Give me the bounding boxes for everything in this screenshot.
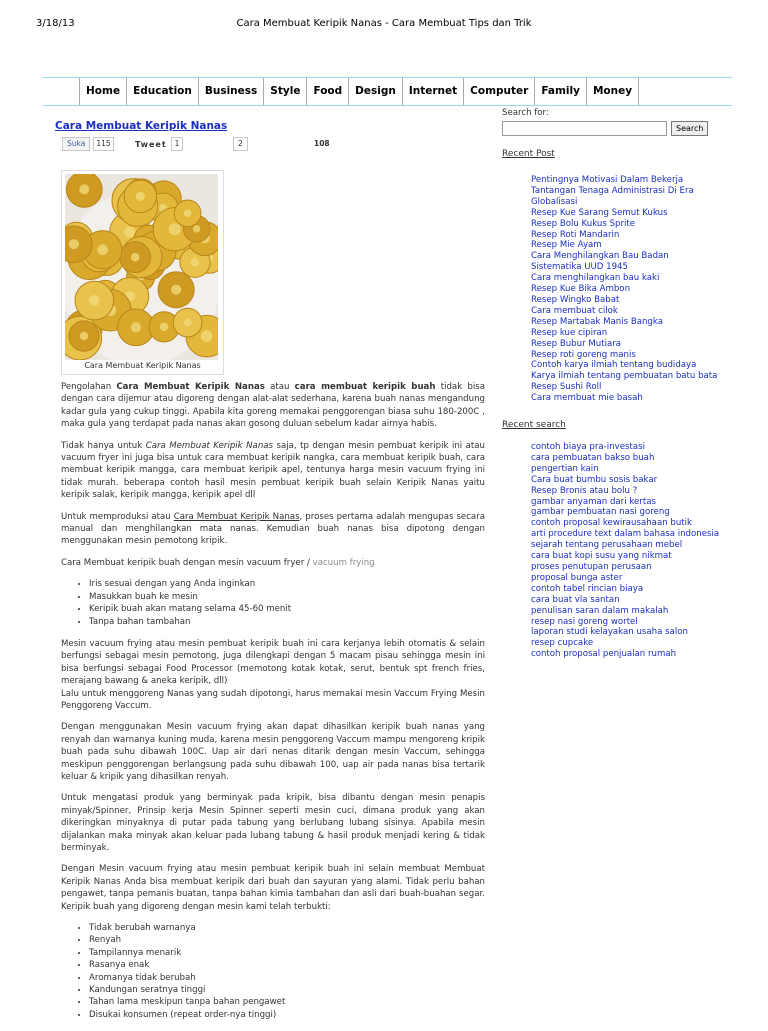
plusone-widget[interactable]: [233, 137, 248, 151]
list-item: • Masukkan buah ke mesin: [89, 591, 485, 603]
recent-search-link[interactable]: sejarah tentang perusahaan mebel: [531, 540, 683, 551]
recent-search-link[interactable]: arti procedure text dalam bahasa indonesia: [531, 529, 720, 540]
main-nav: [79, 78, 639, 105]
share-count: 108: [314, 139, 330, 148]
recent-post-link[interactable]: Resep Bolu Kukus Sprite: [531, 218, 636, 229]
recent-search-heading: Recent search: [502, 420, 566, 431]
nav-internet[interactable]: Internet: [403, 78, 464, 105]
paragraph-7: Untuk mengatasi produk yang berminyak pada kripik, bisa dibantu dengan mesin penapis minyak/Spinner, Prinsip kerja Mesin Spinner seperti mesin cuci, dimana produk yang akan dikeringkan minyaknya di putar pada tabung yang berlubang lubang sisinya. Apabila mesin dijalankan maka minyak akan keluar pada lubang tabung & hasil produk menjadi kering & tidak berminyak.: [61, 793, 485, 853]
article-figure: [61, 170, 224, 375]
pineapple-chip-core: [131, 322, 141, 332]
recent-post-heading: Recent Post: [502, 149, 555, 159]
nav-money[interactable]: Money: [587, 78, 639, 105]
text: Untuk memproduksi atau: [61, 511, 174, 522]
list-item: • Kandungan seratnya tinggi: [89, 984, 485, 996]
text: Tidak hanya untuk: [61, 440, 146, 451]
list-item: • Rasanya enak: [89, 959, 485, 971]
nav-home[interactable]: Home: [80, 78, 127, 105]
pineapple-chip-core: [69, 239, 79, 249]
recent-search-link[interactable]: proposal bunga aster: [531, 572, 623, 583]
pineapple-chip-core: [184, 210, 191, 217]
recent-search-link[interactable]: Resep Bronis atau bolu ?: [531, 485, 638, 496]
recent-post-link[interactable]: Cara menghilangkan bau kaki: [531, 273, 660, 284]
recent-search-link[interactable]: pengertian kain: [531, 463, 599, 474]
bold-keyword: cara membuat keripik buah: [294, 382, 436, 392]
sidebar: [502, 108, 732, 660]
list-item: • Tidak berubah warnanya: [89, 922, 485, 934]
recent-search-link[interactable]: laporan studi kelayakan usaha salon: [531, 627, 688, 638]
recent-post-link[interactable]: Resep roti goreng manis: [531, 349, 636, 360]
pineapple-chip-core: [171, 285, 181, 295]
list-item: • Disukai konsumen (repeat order-nya tinggi): [89, 1009, 485, 1021]
recent-search-link[interactable]: contoh proposal kewirausahaan butik: [531, 518, 693, 529]
search-form: [502, 121, 732, 136]
recent-search-link[interactable]: resep cupcake: [531, 638, 594, 649]
recent-search-link[interactable]: gambar anyaman dari kertas: [531, 496, 656, 507]
recent-post-link[interactable]: Resep Mie Ayam: [531, 240, 602, 251]
nav-business[interactable]: Business: [199, 78, 264, 105]
text: Cara Membuat keripik buah dengan mesin vacuum fryer /: [61, 557, 313, 568]
recent-search-link[interactable]: cara buat kopi susu yang nikmat: [531, 551, 672, 562]
tweet-widget[interactable]: [131, 137, 183, 151]
facebook-like-widget[interactable]: [62, 137, 114, 151]
recent-search-link[interactable]: contoh tabel rincian biaya: [531, 583, 644, 594]
recent-post-link[interactable]: Sistematika UUD 1945: [531, 262, 628, 273]
recent-search-link[interactable]: cara buat vla santan: [531, 594, 620, 605]
recent-post-link[interactable]: Karya ilmiah tentang pembuatan batu bata: [531, 371, 718, 382]
nav-family[interactable]: Family: [535, 78, 587, 105]
paragraph-1: [61, 381, 485, 431]
like-button[interactable]: Suka: [62, 137, 90, 151]
nav-style[interactable]: Style: [264, 78, 307, 105]
recent-post-link[interactable]: Resep Roti Mandarin: [531, 229, 620, 240]
list-item: • Aromanya tidak berubah: [89, 972, 485, 984]
text: , proses pertama adalah mengupas secara manual dan menghilangkan mata nanas. Kemudian buah nanas bisa dipotong dengan menggunakan mesin pemotong kripik.: [61, 511, 485, 547]
text: Lalu untuk menggoreng Nanas yang sudah dipotongi, harus memakai mesin Vaccum Frying Mesin Penggoreng Vaccum.: [61, 688, 485, 711]
recent-post-link[interactable]: Tantangan Tenaga Administrasi Di Era Globalisasi: [531, 185, 694, 207]
recent-post-link[interactable]: Resep Sushi Roll: [531, 382, 602, 393]
recent-post-link[interactable]: Resep Kue Bika Ambon: [531, 284, 631, 295]
search-input[interactable]: [502, 121, 667, 136]
pineapple-chip-core: [160, 323, 168, 331]
search-label: Search for:: [502, 108, 549, 118]
pineapple-chip-core: [79, 184, 89, 194]
pineapple-chip-core: [97, 244, 108, 255]
list-item: • Tampilannya menarik: [89, 947, 485, 959]
pineapple-chip-core: [169, 223, 181, 235]
recent-search-link[interactable]: cara pembuatan bakso buah: [531, 452, 655, 463]
pineapple-chip-core: [184, 319, 192, 327]
plusone-count: 2: [233, 137, 248, 151]
nav-food[interactable]: Food: [307, 78, 349, 105]
article-body: [61, 381, 485, 1031]
pineapple-chip-core: [131, 253, 140, 262]
pineapple-chip-core: [89, 295, 100, 306]
pineapple-chip-core: [136, 192, 145, 201]
recent-post-link[interactable]: Cara membuat cilok: [531, 305, 618, 316]
list-item: • Tahan lama meskipun tanpa bahan pengawet: [89, 996, 485, 1008]
nav-design[interactable]: Design: [349, 78, 403, 105]
steps-list: [61, 578, 485, 628]
recent-post-link[interactable]: Contoh karya ilmiah tentang budidaya: [531, 360, 697, 371]
recent-search-list: [502, 442, 732, 660]
text: tidak bisa dengan cara dijemur atau digoreng dengan alat-alat sederhana, karena buah nanas mengandung kadar gula yang cukup tinggi. Apabila kita goreng memakai penggorengan biasa suhu 180-200C , maka gula yang terdapat pada nanas akan gosong duluan sebelum kadar airnya habis.: [61, 382, 485, 430]
recent-search-link[interactable]: gambar pembuatan nasi goreng: [531, 507, 670, 518]
paragraph-6: Dengan menggunakan Mesin vacuum frying akan dapat dihasilkan keripik buah nanas yang renyah dan warnanya kuning muda, karena mesin penggoreng Vaccum mampu mengoreng kripik buah pada suhu dibawah 100C. Uap air dari nenas ditarik dengan mesin Vaccum, sehingga meskipun penggorengan berlangsung pada suhu dibawah 100, uap air pada nanas bisa tertarik keluar & kripik yang dihasilkan renyah.: [61, 722, 485, 782]
recent-post-link[interactable]: Resep Kue Sarang Semut Kukus: [531, 207, 668, 218]
recent-search-link[interactable]: contoh proposal penjualan rumah: [531, 649, 677, 660]
recent-post-link[interactable]: Resep Bubur Mutiara: [531, 338, 622, 349]
tweet-button[interactable]: Tweet: [135, 139, 167, 149]
pineapple-chip-core: [201, 330, 213, 342]
list-item: • Tanpa bahan tambahan: [89, 616, 485, 628]
nav-education[interactable]: Education: [127, 78, 199, 105]
post-title-link[interactable]: Cara Membuat Keripik Nanas: [55, 120, 228, 132]
paragraph-5b: [61, 688, 485, 713]
nav-bottom-divider: [43, 105, 732, 106]
paragraph-3: [61, 511, 485, 548]
like-count: 115: [93, 137, 113, 151]
recent-post-list: [502, 175, 732, 404]
pineapple-chip-core: [124, 226, 135, 237]
keripik-nanas-photo: [65, 174, 218, 360]
text: Mesin vacuum frying atau mesin pembuat keripik buah ini cara kerjanya lebih otomatis & selain berfungsi sebagai mesin pemotong, juga dilengkapi dengan 5 macam pisau sehingga mesin ini bisa berfungsi sebagai Food Processor (memotong kotak kotak, serut, bentuk spt french fries, merajang bawang & aneka keripik, dll): [61, 638, 485, 687]
list-item: • Renyah: [89, 934, 485, 946]
benefits-list: [61, 922, 485, 1021]
paragraph-5: [61, 638, 485, 688]
text: saja, tp dengan mesin pembuat keripik ini atau vacuum fryer ini juga bisa untuk cara membuat keripik nangka, cara membuat keripik buah, cara membuat keripik mangga, cara membuat keripik apel, tentunya harga mesin vacuum frying ini tidak murah. beberapa contoh hasil mesin pembuat keripik buah selain Keripik Nanas yaitu keripik salak, keripik mangga, keripik apel dll: [61, 440, 485, 501]
pineapple-chip-core: [80, 332, 88, 340]
search-button[interactable]: Search: [671, 121, 708, 136]
recent-search-link[interactable]: penulisan saran dalam makalah: [531, 605, 669, 616]
recent-post-link[interactable]: Resep kue cipiran: [531, 327, 608, 338]
tweet-count: 1: [171, 137, 184, 151]
figure-caption: Cara Membuat Keripik Nanas: [84, 361, 201, 370]
paragraph-4: [61, 557, 485, 569]
text: atau: [264, 382, 295, 392]
recent-post-link[interactable]: Cara Menghilangkan Bau Badan: [531, 251, 669, 262]
nav-computer[interactable]: Computer: [464, 78, 535, 105]
recent-post-link[interactable]: Pentingnya Motivasi Dalam Bekerja: [531, 175, 684, 185]
paragraph-2: [61, 440, 485, 502]
recent-post-link[interactable]: Resep Martabak Manis Bangka: [531, 316, 663, 327]
print-page-title: Cara Membuat Keripik Nanas - Cara Membuat Tips dan Trik: [236, 18, 532, 29]
recent-search-link[interactable]: resep nasi goreng wortel: [531, 616, 638, 627]
pineapple-chip-core: [193, 225, 200, 232]
grey-keyword: vacuum frying: [312, 557, 375, 568]
list-item: • Iris sesuai dengan yang Anda inginkan: [89, 578, 485, 590]
recent-search-link[interactable]: Cara buat bumbu sosis bakar: [531, 474, 658, 485]
inline-link[interactable]: Cara Membuat Keripik Nanas: [173, 511, 300, 522]
bold-keyword: Cara Membuat Keripik Nanas: [116, 382, 265, 392]
recent-search-link[interactable]: proses penutupan perusaan: [531, 562, 652, 572]
list-item: • Keripik buah akan matang selama 45-60 menit: [89, 603, 485, 615]
recent-search-link[interactable]: contoh biaya pra-investasi: [531, 442, 645, 453]
text: Pengolahan: [61, 382, 117, 392]
pineapple-chip-core: [191, 258, 199, 266]
italic-keyword: Cara Membuat Keripik Nanas: [145, 440, 274, 451]
recent-post-link[interactable]: Resep Wingko Babat: [531, 294, 620, 305]
pineapple-chips-image: [65, 174, 218, 360]
recent-post-link[interactable]: Cara membuat mie basah: [531, 393, 643, 404]
print-date: 3/18/13: [36, 18, 75, 29]
paragraph-8: Dengan Mesin vacuum frying atau mesin pembuat keripik buah ini selain membuat Membuat Keripik Nanas Anda bisa membuat keripik dari buah dan sayuran yang alami. Tidak perlu bahan pengawet, tanpa pemanis buatan, tanpa bahan kimia tambahan dan asli dari buah-buahan segar. Keripik buah yang digoreng dengan mesin kami telah terbukti:: [61, 864, 485, 912]
